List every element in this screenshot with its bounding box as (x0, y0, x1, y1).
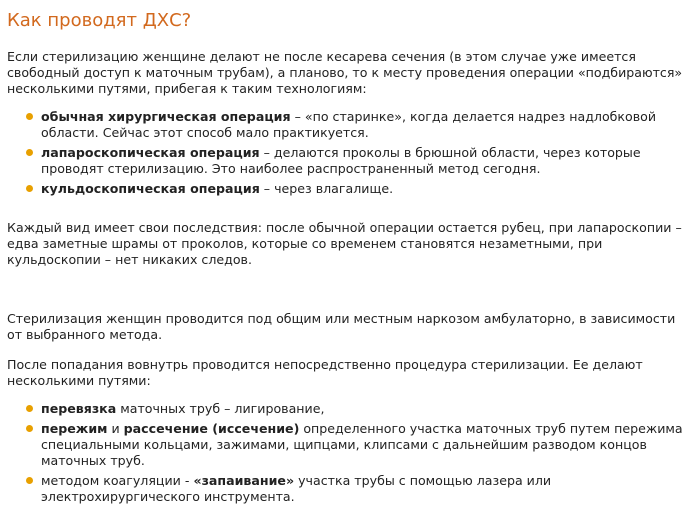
intro-paragraph: Если стерилизацию женщине делают не после кесарева сечения (в этом случае уже имеется свободный доступ к маточным трубам), а планово, то к месту проведения операции «подбираются» несколькими путями, прибегая к таким технологиям: (7, 49, 683, 96)
list-item (0, 421, 697, 469)
consequences-paragraph: Каждый вид имеет свои последствия: после обычной операции остается рубец, при лапароскопии – едва заметные шрамы от проколов, которые со временем становятся незаметными, при кульдоскопии – нет никаких следов. (7, 220, 682, 267)
bullet-icon (26, 425, 33, 432)
bullet-icon (26, 477, 33, 484)
item-connector: и (107, 421, 124, 436)
item-text: – делаются проколы в брюшной области, через которые проводят стерилизацию. Это наиболее распространенный метод сегодня. (41, 145, 641, 176)
item-text: определенного участка маточных труб путем пережима специальными кольцами, зажимами, щипцами, клипсами с дальнейшим разводом концов маточных труб. (41, 421, 683, 468)
item-term: лапароскопическая операция (41, 145, 260, 160)
bullet-icon (26, 113, 33, 120)
item-term: пережим (41, 421, 108, 436)
bullet-icon (26, 149, 33, 156)
list-item (0, 145, 697, 177)
method-list (0, 401, 697, 505)
item-text: маточных труб – лигирование, (116, 401, 325, 416)
item-term: рассечение (иссечение) (123, 421, 300, 436)
procedure-intro-paragraph: После попадания вовнутрь проводится непосредственно процедура стерилизации. Ее делают несколькими путями: (7, 357, 643, 388)
item-prefix: методом коагуляции - (41, 473, 194, 488)
item-text: участка трубы с помощью лазера или электрохирургического инструмента. (41, 473, 552, 504)
item-text: – «по старинке», когда делается надрез надлобковой области. Сейчас этот способ мало практикуется. (41, 109, 657, 140)
item-term: перевязка (41, 401, 117, 416)
list-item (0, 109, 697, 141)
anesthesia-paragraph: Стерилизация женщин проводится под общим или местным наркозом амбулаторно, в зависимости от выбранного метода. (7, 311, 676, 342)
page-title: Как проводят ДХС? (7, 10, 192, 31)
item-text: – через влагалище. (259, 181, 394, 196)
item-term: кульдоскопическая операция (41, 181, 260, 196)
bullet-icon (26, 405, 33, 412)
list-item (0, 181, 697, 197)
list-item (0, 401, 697, 417)
technology-list (0, 109, 697, 197)
list-item (0, 473, 697, 505)
item-term: обычная хирургическая операция (41, 109, 291, 124)
bullet-icon (26, 185, 33, 192)
item-term: «запаивание» (193, 473, 295, 488)
